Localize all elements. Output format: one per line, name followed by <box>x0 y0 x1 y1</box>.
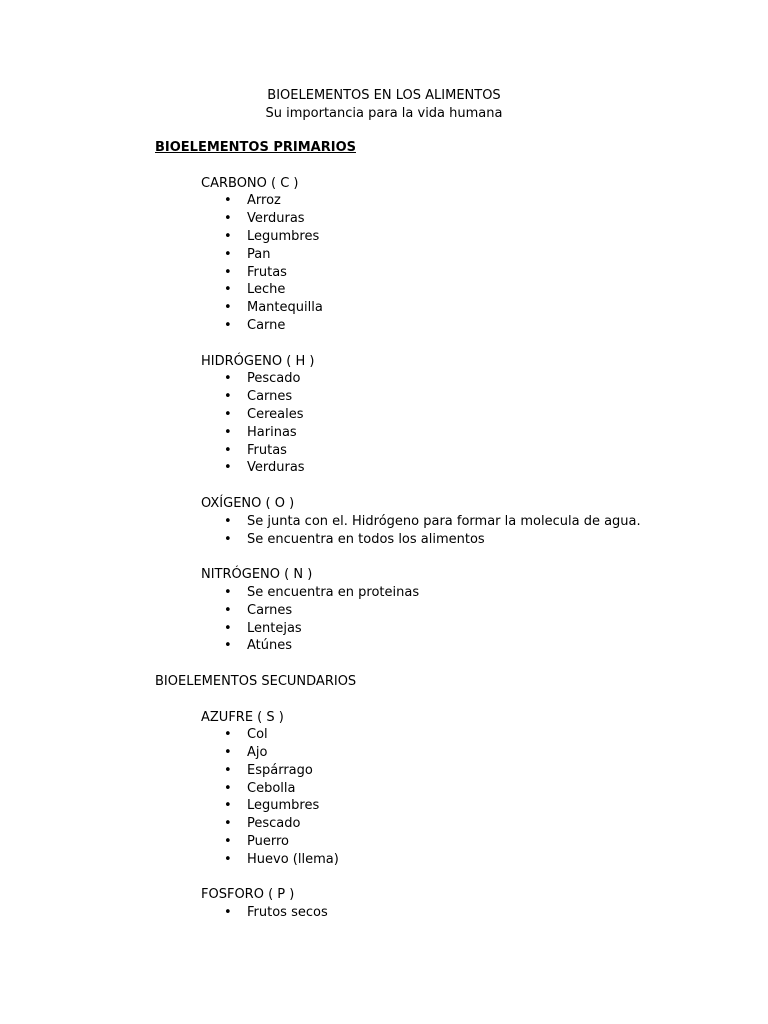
bullet-icon: • <box>224 602 232 618</box>
document-subtitle: Su importancia para la vida humana <box>265 106 503 121</box>
list-item: • Cereales <box>224 406 304 422</box>
document-title: BIOELEMENTOS EN LOS ALIMENTOS <box>267 88 501 103</box>
list-item: • Frutos secos <box>224 905 328 921</box>
list-item: • Pescado <box>224 816 301 832</box>
list-item: • Harinas <box>224 424 297 440</box>
element-group-oxigeno <box>201 495 715 548</box>
element-group-hidrogeno <box>201 353 715 478</box>
list-item: • Pescado <box>224 371 301 387</box>
food-list <box>201 726 715 868</box>
bullet-icon: • <box>224 460 232 476</box>
bullet-icon: • <box>224 193 232 209</box>
bullet-icon: • <box>224 798 232 814</box>
bullet-icon: • <box>224 780 232 796</box>
element-name: HIDRÓGENO ( H ) <box>201 353 315 369</box>
list-item: • Atúnes <box>224 638 293 654</box>
bullet-icon: • <box>224 442 232 458</box>
list-item: • Lentejas <box>224 620 302 636</box>
bullet-icon: • <box>224 762 232 778</box>
bullet-icon: • <box>224 406 232 422</box>
section-heading-secundarios: BIOELEMENTOS SECUNDARIOS <box>155 673 357 689</box>
list-item: • Ajo <box>224 745 268 761</box>
bullet-icon: • <box>224 905 232 921</box>
section-heading-primarios: BIOELEMENTOS PRIMARIOS <box>155 140 356 155</box>
list-item: • Cebolla <box>224 780 296 796</box>
bullet-icon: • <box>224 282 232 298</box>
list-item: • Espárrago <box>224 762 313 778</box>
list-item: • Leche <box>224 282 286 298</box>
list-item: • Frutas <box>224 264 287 280</box>
title-block <box>0 87 768 123</box>
element-name: AZUFRE ( S ) <box>201 709 284 725</box>
element-group-fosforo <box>201 886 715 922</box>
bullet-icon: • <box>224 638 232 654</box>
list-item: • Puerro <box>224 834 289 850</box>
bullet-icon: • <box>224 620 232 636</box>
section-secundarios <box>155 673 715 922</box>
bullet-icon: • <box>224 816 232 832</box>
bullet-icon: • <box>224 531 232 547</box>
list-item: • Legumbres <box>224 228 320 244</box>
bullet-icon: • <box>224 851 232 867</box>
bullet-icon: • <box>224 584 232 600</box>
bullet-icon: • <box>224 389 232 405</box>
list-item: • Mantequilla <box>224 300 323 316</box>
bullet-icon: • <box>224 300 232 316</box>
list-item: • Col <box>224 727 268 743</box>
list-item: • Se junta con el. Hidrógeno para formar la molecula de agua. <box>224 513 641 529</box>
bullet-icon: • <box>224 424 232 440</box>
bullet-icon: • <box>224 228 232 244</box>
element-name: OXÍGENO ( O ) <box>201 495 295 511</box>
bullet-icon: • <box>224 371 232 387</box>
list-item: • Legumbres <box>224 798 320 814</box>
food-list <box>201 584 715 655</box>
list-item: • Se encuentra en proteinas <box>224 584 420 600</box>
food-list <box>201 904 715 922</box>
list-item: • Verduras <box>224 460 305 476</box>
element-group-carbono <box>201 175 715 335</box>
element-group-nitrogeno <box>201 566 715 655</box>
section-primarios <box>155 139 715 673</box>
bullet-icon: • <box>224 211 232 227</box>
bullet-icon: • <box>224 727 232 743</box>
list-item: • Huevo (llema) <box>224 851 339 867</box>
list-item: • Carnes <box>224 389 293 405</box>
list-item: • Pan <box>224 246 271 262</box>
element-group-azufre <box>201 709 715 869</box>
list-item: • Verduras <box>224 211 305 227</box>
bullet-icon: • <box>224 745 232 761</box>
document-body <box>155 139 715 922</box>
element-name: CARBONO ( C ) <box>201 175 299 191</box>
bullet-icon: • <box>224 264 232 280</box>
food-list <box>201 513 715 549</box>
bullet-icon: • <box>224 834 232 850</box>
list-item: • Se encuentra en todos los alimentos <box>224 531 485 547</box>
list-item: • Carne <box>224 317 286 333</box>
food-list <box>201 192 715 334</box>
list-item: • Frutas <box>224 442 287 458</box>
food-list <box>201 370 715 477</box>
element-name: NITRÓGENO ( N ) <box>201 567 313 583</box>
bullet-icon: • <box>224 513 232 529</box>
list-item: • Carnes <box>224 602 293 618</box>
bullet-icon: • <box>224 317 232 333</box>
element-name: FOSFORO ( P ) <box>201 887 295 903</box>
bullet-icon: • <box>224 246 232 262</box>
list-item: • Arroz <box>224 193 281 209</box>
